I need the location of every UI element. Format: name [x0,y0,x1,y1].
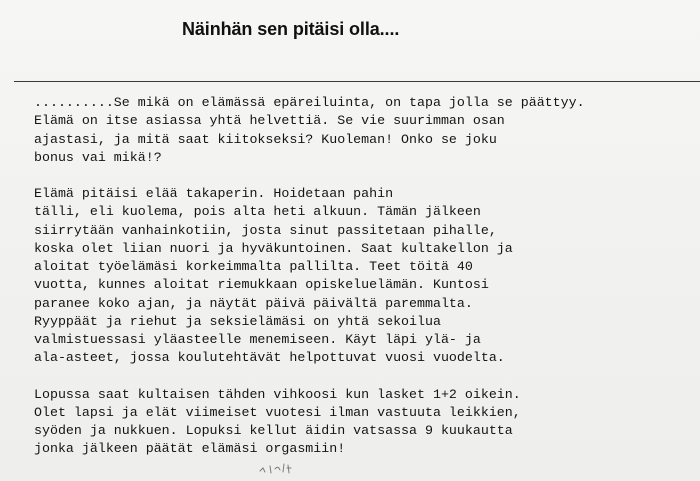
text-line: Elämä pitäisi elää takaperin. Hoidetaan pahin [34,186,394,201]
text-line: koska olet liian nuori ja hyväkuntoinen. Saat kultakellon ja [34,240,513,256]
paragraph-1 [34,94,694,167]
text-line: Ryyppäät ja riehut ja seksielämäsi on yhtä sekoilua [34,313,441,329]
paragraph-3 [34,386,694,459]
text-line: paranee koko ajan, ja näytät päivä päivältä paremmalta. [34,295,473,311]
text-line: ajastasi, ja mitä saat kiitokseksi? Kuoleman! Onko se joku [34,131,497,147]
text-line: syöden ja nukkuen. Lopuksi kellut äidin vatsassa 9 kuukautta [34,423,513,438]
text-line: Olet lapsi ja elät viimeiset vuotesi ilman vastuuta leikkien, [34,404,521,420]
text-line: vuotta, kunnes aloitat riemukkaan opiskeluelämän. Kuntosi [34,277,489,293]
text-line: valmistuessasi yläasteelle menemiseen. Käyt läpi ylä- ja [34,332,481,347]
text-line: tälli, eli kuolema, pois alta heti alkuun. Tämän jälkeen [34,204,481,220]
text-line: aloitat työelämäsi korkeimmalta pallilta. Teet töitä 40 [34,259,473,274]
text-line: Lopussa saat kultaisen tähden vihkoosi kun lasket 1+2 oikein. [34,386,521,402]
text-line: Elämä on itse asiassa yhtä helvettiä. Se vie suurimman osan [34,113,505,129]
text-line: siirrytään vanhainkotiin, josta sinut passitetaan pihalle, [34,222,497,238]
pencil-scribble-mark [258,460,302,476]
document-body [34,94,694,477]
text-line: bonus vai mikä!? [34,149,162,165]
text-line: ala-asteet, jossa koulutehtävät helpottuvat vuosi vuodelta. [34,350,505,366]
horizontal-rule [14,81,700,82]
text-line: ..........Se mikä on elämässä epäreiluinta, on tapa jolla se päättyy. [34,95,585,110]
document-title: Näinhän sen pitäisi olla.... [182,19,400,39]
text-line: jonka jälkeen päätät elämäsi orgasmiin! [34,441,346,457]
paragraph-2 [34,185,694,368]
